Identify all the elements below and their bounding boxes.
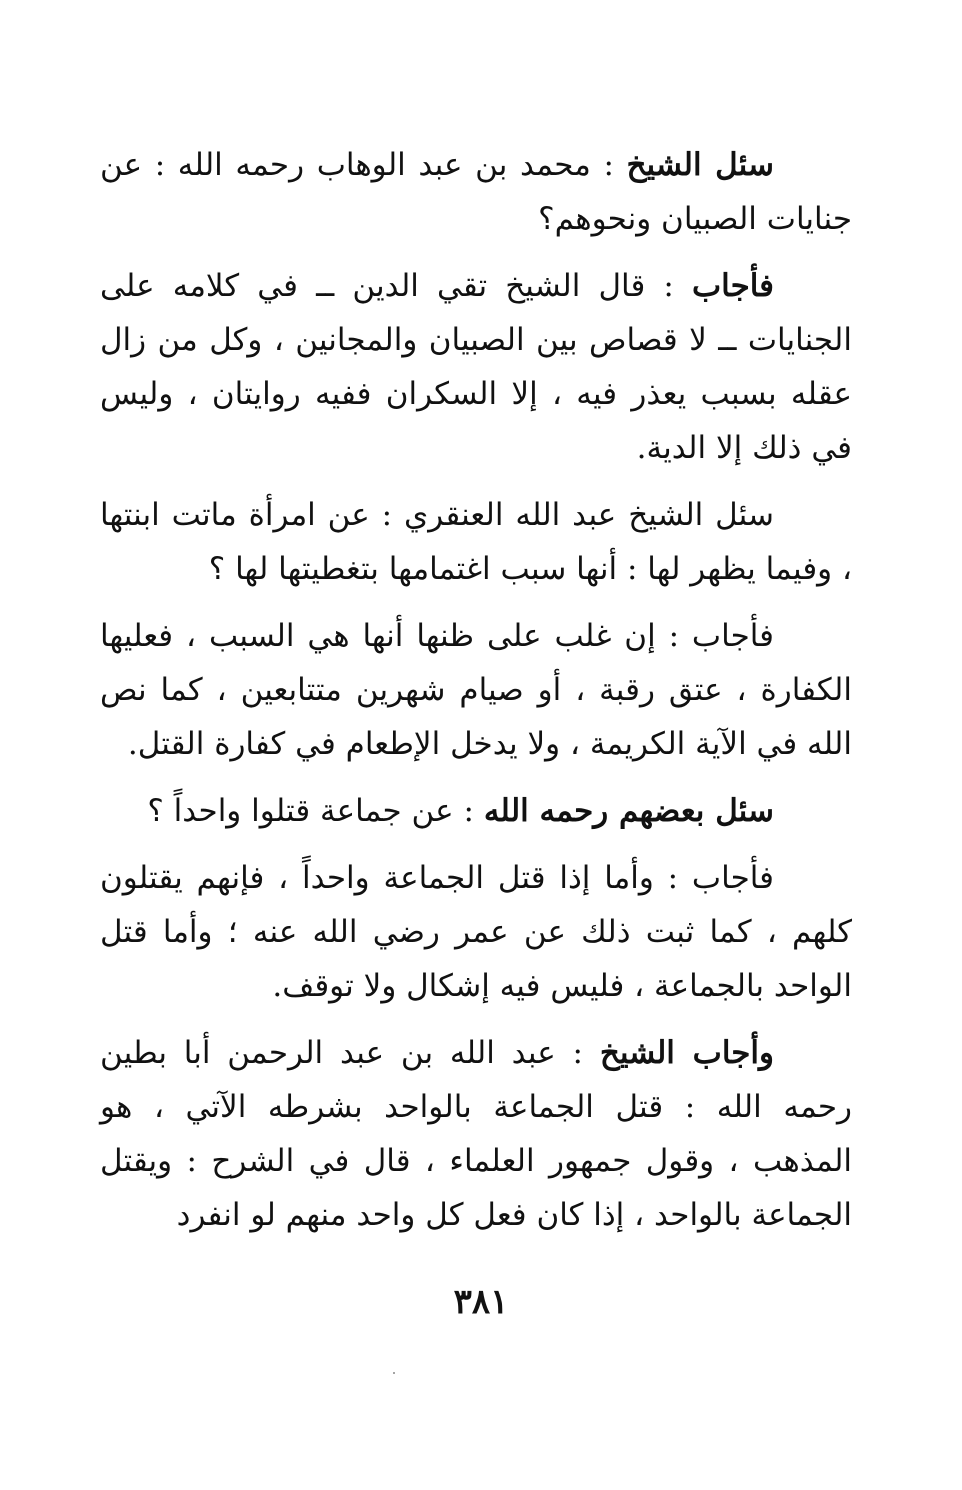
paragraph-4: [100, 609, 852, 771]
paragraph-1-text: : محمد بن عبد الوهاب رحمه الله : عن جنايات الصبيان ونحوهم؟: [100, 147, 852, 237]
paragraph-3-text: سئل الشيخ عبد الله العنقري : عن امرأة ماتت ابنتها ، وفيما يظهر لها : أنها سبب اغتمامها بتغطيتها لها ؟: [100, 497, 852, 587]
paragraph-2: [100, 259, 852, 475]
paragraph-2-lead: فأجاب: [691, 268, 774, 304]
paragraph-5: [100, 784, 852, 838]
scan-speck: [393, 1372, 395, 1374]
paragraph-3: [100, 488, 852, 596]
paragraph-1-lead: سئل الشيخ: [626, 147, 774, 183]
paragraph-7-text: : عبد الله بن عبد الرحمن أبا بطين رحمه الله : قتل الجماعة بالواحد بشرطه الآتي ، هو المذهب ، وقول جمهور العلماء ، قال في الشرح : ويقتل الجماعة بالواحد ، إذا كان فعل كل واحد منهم لو انفرد: [100, 1035, 852, 1233]
paragraph-2-text: : قال الشيخ تقي الدين ــ في كلامه على الجنايات ــ لا قصاص بين الصبيان والمجانين ، وكل من زال عقله بسبب يعذر فيه ، إلا السكران ففيه روايتان ، وليس في ذلك إلا الدية.: [100, 268, 852, 466]
paragraph-6-text: فأجاب : وأما إذا قتل الجماعة واحداً ، فإنهم يقتلون كلهم ، كما ثبت ذلك عن عمر رضي الله عنه ؛ وأما قتل الواحد بالجماعة ، فليس فيه إشكال ولا توقف.: [100, 860, 852, 1004]
page-body: [100, 138, 852, 1255]
paragraph-1: [100, 138, 852, 246]
page-number: ٣٨١: [453, 1282, 509, 1322]
paragraph-5-text: : عن جماعة قتلوا واحداً ؟: [147, 793, 484, 829]
paragraph-4-text: فأجاب : إن غلب على ظنها أنها هي السبب ، فعليها الكفارة ، عتق رقبة ، أو صيام شهرين متتابعين ، كما نص الله في الآية الكريمة ، ولا يدخل الإطعام في كفارة القتل.: [100, 618, 852, 762]
paragraph-6: [100, 851, 852, 1013]
paragraph-7: [100, 1026, 852, 1242]
paragraph-5-lead: سئل بعضهم رحمه الله: [483, 793, 774, 829]
paragraph-7-lead: وأجاب الشيخ: [599, 1035, 775, 1071]
